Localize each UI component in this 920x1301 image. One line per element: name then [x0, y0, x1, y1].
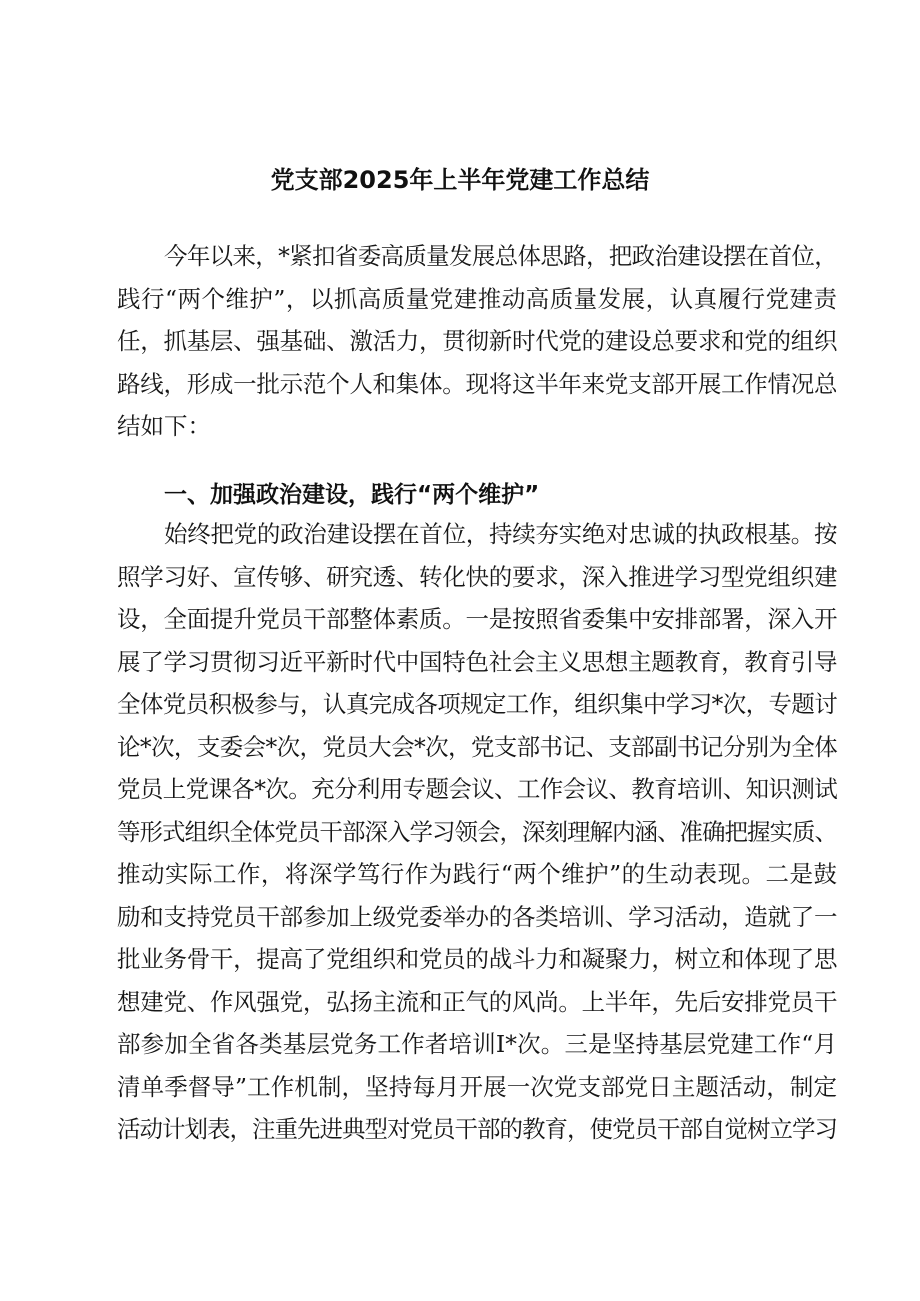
paragraph-line: 党员上党课各*次。充分利用专题会议、工作会议、教育培训、知识测试	[117, 775, 837, 803]
paragraph-line: 推动实际工作，将深学笃行作为践行“两个维护”的生动表现。二是鼓	[117, 860, 837, 888]
intro-paragraph	[117, 235, 837, 448]
paragraph-line: 照学习好、宣传够、研究透、转化快的要求，深入推进学习型党组织建	[117, 562, 837, 591]
paragraph-line: 任，抓基层、强基础、激活力，贯彻新时代党的建设总要求和党的组织	[117, 327, 837, 355]
paragraph-line: 活动计划表，注重先进典型对党员干部的教育，使党员干部自觉树立学习	[117, 1115, 837, 1143]
paragraph-line: 设，全面提升党员干部整体素质。一是按照省委集中安排部署，深入开	[117, 605, 837, 633]
paragraph-line: 等形式组织全体党员干部深入学习领会，深刻理解内涵、准确把握实质、	[117, 817, 837, 846]
paragraph-line: 清单季督导”工作机制，坚持每月开展一次党支部党日主题活动，制定	[117, 1072, 837, 1101]
paragraph-line: 展了学习贯彻习近平新时代中国特色社会主义思想主题教育，教育引导	[117, 647, 837, 676]
paragraph-line: 全体党员积极参与，认真完成各项规定工作，组织集中学习*次，专题讨	[117, 690, 837, 718]
paragraph-line: 结如下：	[117, 412, 211, 440]
paragraph-line: 论*次，支委会*次，党员大会*次，党支部书记、支部副书记分别为全体	[117, 732, 837, 761]
paragraph-line: 路线，形成一批示范个人和集体。现将这半年来党支部开展工作情况总	[117, 369, 837, 398]
paragraph-line: 始终把党的政治建设摆在首位，持续夯实绝对忠诚的执政根基。按	[164, 520, 837, 548]
paragraph-line: 励和支持党员干部参加上级党委举办的各类培训、学习活动，造就了一	[117, 902, 837, 931]
paragraph-line: 部参加全省各类基层党务工作者培训I*次。三是坚持基层党建工作“月	[117, 1030, 837, 1058]
section-heading: 一、加强政治建设，践行“两个维护”	[164, 482, 540, 508]
paragraph-line: 今年以来，*紧扣省委高质量发展总体思路，把政治建设摆在首位，	[164, 242, 837, 270]
document-title: 党支部2025年上半年党建工作总结	[270, 166, 650, 194]
paragraph-line: 践行“两个维护”，以抓高质量党建推动高质量发展，认真履行党建责	[117, 284, 837, 313]
paragraph-line: 想建党、作风强党，弘扬主流和正气的风尚。上半年，先后安排党员干	[117, 987, 837, 1016]
section1-paragraph	[117, 513, 837, 1151]
paragraph-line: 批业务骨干，提高了党组织和党员的战斗力和凝聚力，树立和体现了思	[117, 945, 837, 973]
